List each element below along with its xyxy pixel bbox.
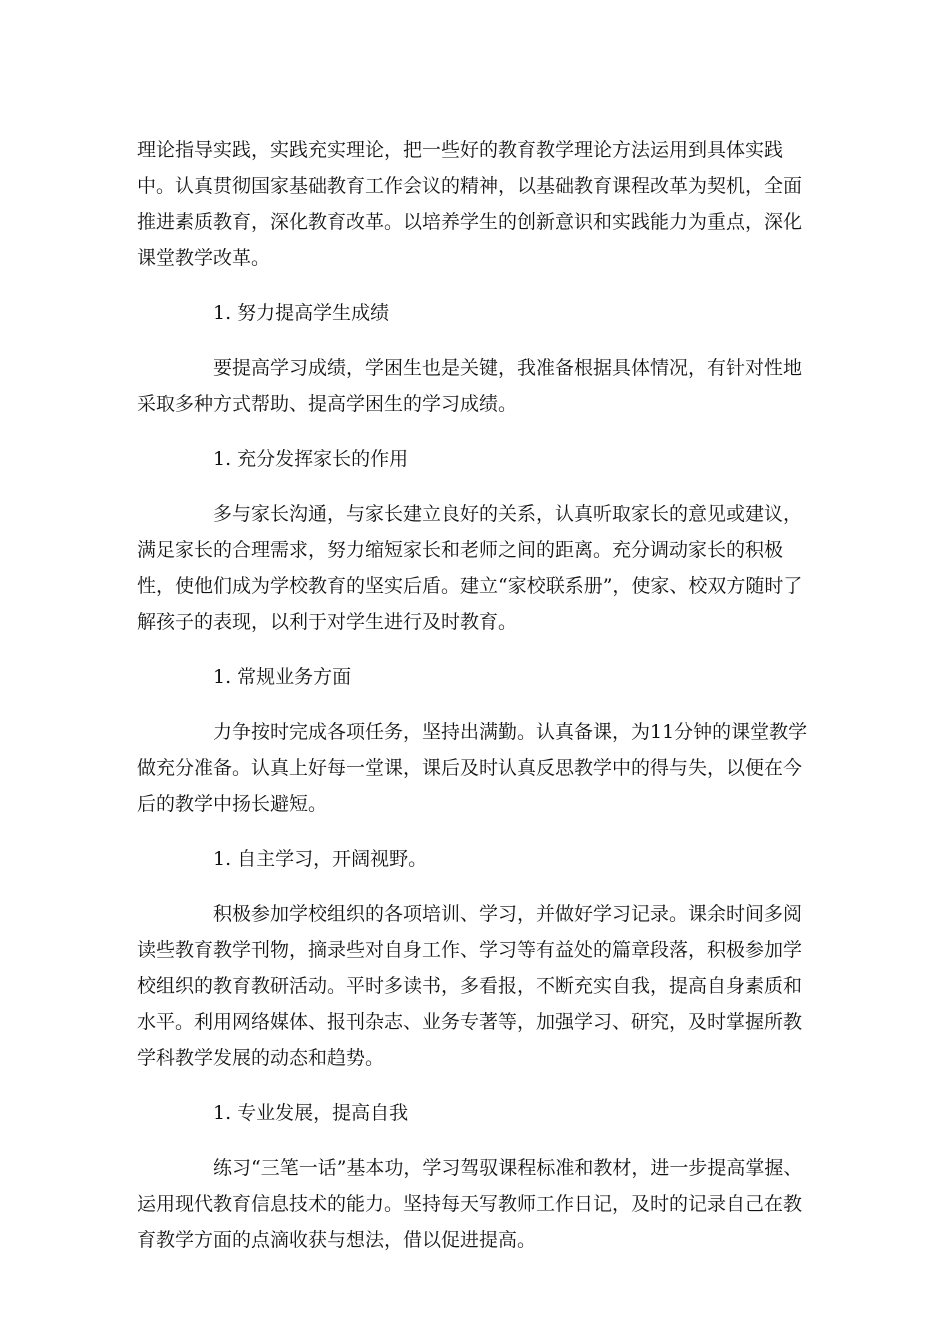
paragraph-improve-grades: 要提高学习成绩，学困生也是关键，我准备根据具体情况，有针对性地采取多种方式帮助、提高学困生的学习成绩。 <box>137 357 803 415</box>
paragraph-parents: 多与家长沟通，与家长建立良好的关系，认真听取家长的意见或建议，满足家长的合理需求，努力缩短家长和老师之间的距离。充分调动家长的积极性，使他们成为学校教育的坚实后盾。建立“家校联系册”，使家、校双方随时了解孩子的表现，以利于对学生进行及时教育。 <box>137 503 803 633</box>
section-heading-parents: 1. 充分发挥家长的作用 <box>213 448 409 470</box>
section-heading-improve-grades: 1. 努力提高学生成绩 <box>213 302 390 324</box>
paragraph-routine-work: 力争按时完成各项任务，坚持出满勤。认真备课，为11分钟的课堂教学做充分准备。认真上好每一堂课，课后及时认真反思教学中的得与失，以便在今后的教学中扬长避短。 <box>137 721 808 815</box>
section-heading-routine-work: 1. 常规业务方面 <box>213 666 352 688</box>
section-heading-self-study: 1. 自主学习，开阔视野。 <box>213 848 428 870</box>
paragraph-self-study: 积极参加学校组织的各项培训、学习，并做好学习记录。课余时间多阅读些教育教学刊物，摘录些对自身工作、学习等有益处的篇章段落，积极参加学校组织的教育教研活动。平时多读书，多看报，不断充实自我，提高自身素质和水平。利用网络媒体、报刊杂志、业务专著等，加强学习、研究，及时掌握所教学科教学发展的动态和趋势。 <box>137 903 803 1069</box>
paragraph-intro: 理论指导实践，实践充实理论，把一些好的教育教学理论方法运用到具体实践中。认真贯彻国家基础教育工作会议的精神，以基础教育课程改革为契机，全面推进素质教育，深化教育改革。以培养学生的创新意识和实践能力为重点，深化课堂教学改革。 <box>137 139 803 269</box>
section-heading-professional-development: 1. 专业发展，提高自我 <box>213 1102 409 1124</box>
document-body <box>137 132 817 1258</box>
paragraph-professional-development: 练习“三笔一话”基本功，学习驾驭课程标准和教材，进一步提高掌握、运用现代教育信息技术的能力。坚持每天写教师工作日记，及时的记录自己在教育教学方面的点滴收获与想法，借以促进提高。 <box>137 1157 803 1251</box>
